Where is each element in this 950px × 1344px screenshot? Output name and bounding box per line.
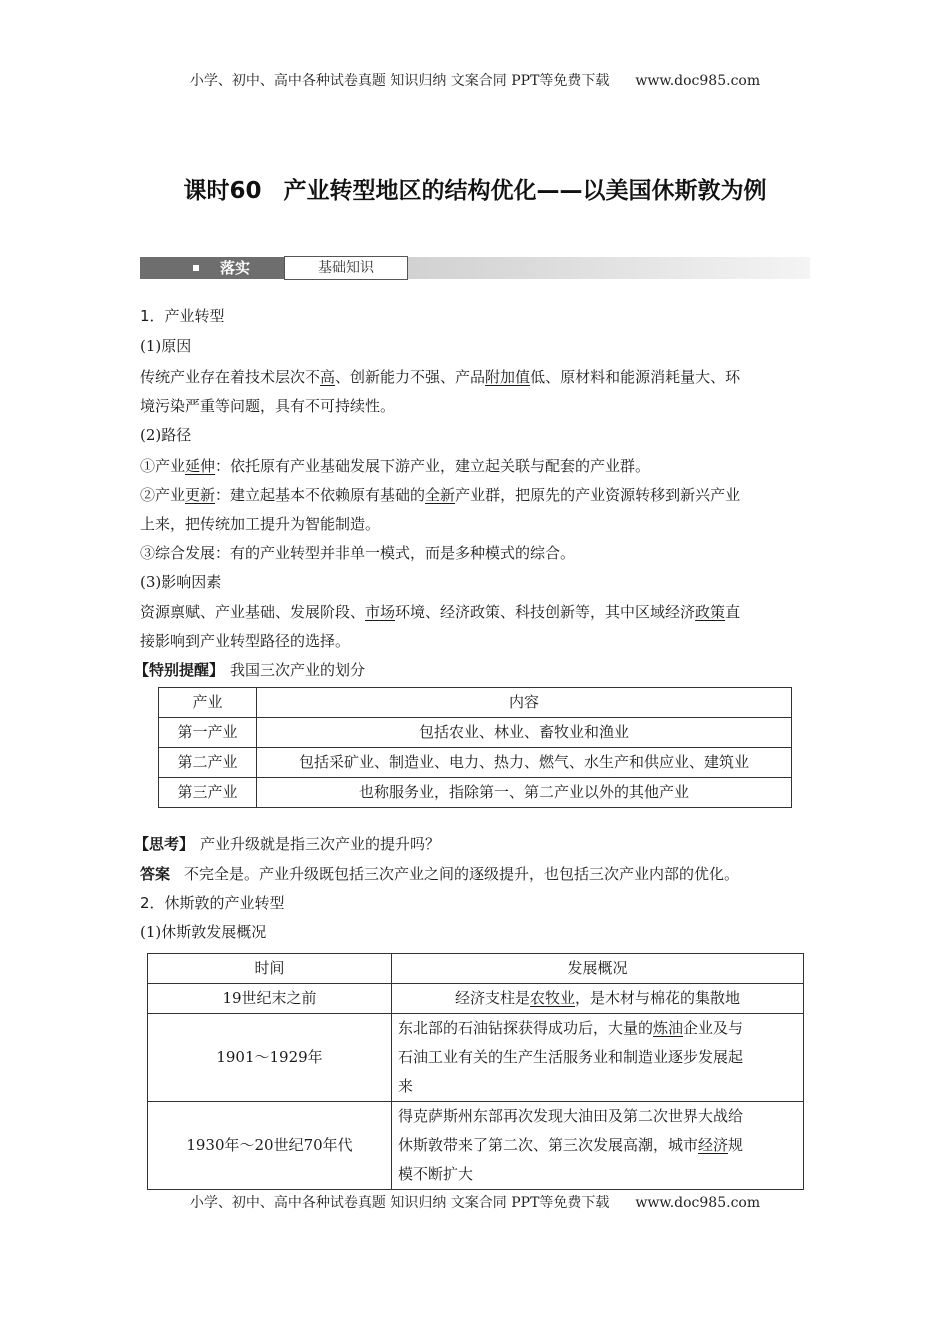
blank-answer: 全新 (425, 486, 456, 504)
path-item-3: ③综合发展：有的产业转型并非单一模式，而是多种模式的综合。 (140, 544, 576, 562)
blank-answer: 高 (320, 368, 336, 386)
reason-line-1: 传统产业存在着技术层次不高、创新能力不强、产品附加值低、原材料和能源消耗量大、环 (140, 368, 741, 386)
think-question (134, 830, 814, 859)
blank-answer: 炼油 (653, 1019, 684, 1037)
square-bullet-icon (193, 265, 199, 271)
think-label: 【思考】 (134, 835, 195, 853)
table-row (159, 718, 792, 748)
table-header-cell: 产业 (159, 688, 257, 718)
banner-label: 落实 (220, 259, 251, 277)
table-row (148, 1102, 804, 1190)
houston-subheading: (1)休斯敦发展概况 (140, 923, 267, 941)
table-cell: 第三产业 (159, 778, 257, 808)
section-heading-2: 2．休斯敦的产业转型 (140, 894, 285, 912)
blank-answer: 附加值 (485, 368, 531, 386)
lesson-title: 产业转型地区的结构优化——以美国休斯敦为例 (283, 178, 767, 204)
table-cell: 包括采矿业、制造业、电力、热力、燃气、水生产和供应业、建筑业 (257, 748, 792, 778)
table-header-cell: 内容 (257, 688, 792, 718)
path-item-2: ②产业更新：建立起基本不依赖原有基础的全新产业群，把原先的产业资源转移到新兴产业 (140, 486, 741, 504)
table-header-cell: 发展概况 (392, 954, 804, 984)
table-cell: 东北部的石油钻探获得成功后，大量的炼油企业及与 石油工业有关的生产生活服务业和制造业逐步发展起 来 (392, 1014, 804, 1102)
factor-line-1: 资源禀赋、产业基础、发展阶段、市场环境、经济政策、科技创新等，其中区域经济政策直 (140, 603, 741, 621)
table-cell: 第一产业 (159, 718, 257, 748)
blank-answer: 政策 (695, 603, 726, 621)
table-row (159, 748, 792, 778)
answer-text: 不完全是。产业升级既包括三次产业之间的逐级提升，也包括三次产业内部的优化。 (184, 865, 740, 883)
reminder-text: 我国三次产业的划分 (230, 661, 366, 679)
table-cell: 1901～1929年 (148, 1014, 392, 1102)
banner-dark-block (140, 257, 284, 279)
section-banner (140, 255, 810, 283)
reminder-heading (134, 656, 814, 685)
path-item-1: ①产业延伸：依托原有产业基础发展下游产业，建立起关联与配套的产业群。 (140, 457, 651, 475)
header-url[interactable]: www.doc985.com (635, 73, 761, 89)
table-header-row (159, 688, 792, 718)
page-footer (0, 1192, 950, 1212)
blank-answer: 农牧业 (529, 989, 575, 1007)
factor-line-2: 接影响到产业转型路径的选择。 (140, 632, 351, 650)
table-header-row (148, 954, 804, 984)
blank-answer: 市场 (365, 603, 396, 621)
table-cell: 19世纪末之前 (148, 984, 392, 1014)
table-cell: 也称服务业，指除第一、第二产业以外的其他产业 (257, 778, 792, 808)
header-text: 小学、初中、高中各种试卷真题 知识归纳 文案合同 PPT等免费下载 (189, 73, 610, 89)
section-heading-1: 1．产业转型 (140, 307, 225, 325)
think-question-text: 产业升级就是指三次产业的提升吗？ (200, 835, 441, 853)
table-header-cell: 时间 (148, 954, 392, 984)
footer-url[interactable]: www.doc985.com (635, 1195, 761, 1211)
reason-heading: (1)原因 (140, 337, 192, 355)
table-cell: 1930年～20世纪70年代 (148, 1102, 392, 1190)
houston-table (147, 953, 804, 1190)
reminder-label: 【特别提醒】 (134, 661, 225, 679)
think-answer (140, 860, 820, 889)
industry-table (158, 687, 792, 808)
table-cell: 得克萨斯州东部再次发现大油田及第二次世界大战给 休斯敦带来了第二次、第三次发展高潮，城市经济规 模不断扩大 (392, 1102, 804, 1190)
path-item-2-cont: 上来，把传统加工提升为智能制造。 (140, 515, 381, 533)
factor-heading: (3)影响因素 (140, 573, 222, 591)
blank-answer: 更新 (185, 486, 216, 504)
page-header (0, 70, 950, 90)
lesson-number: 课时60 (183, 178, 262, 204)
table-cell: 包括农业、林业、畜牧业和渔业 (257, 718, 792, 748)
table-row (159, 778, 792, 808)
answer-label: 答案 (140, 865, 171, 883)
table-row (148, 984, 804, 1014)
table-row (148, 1014, 804, 1102)
blank-answer: 经济 (698, 1136, 729, 1154)
path-heading: (2)路径 (140, 426, 192, 444)
footer-text: 小学、初中、高中各种试卷真题 知识归纳 文案合同 PPT等免费下载 (189, 1195, 610, 1211)
table-cell: 第二产业 (159, 748, 257, 778)
page-title (0, 172, 950, 205)
banner-box: 基础知识 (284, 256, 408, 280)
blank-answer: 延伸 (185, 457, 216, 475)
table-cell: 经济支柱是农牧业，是木材与棉花的集散地 (392, 984, 804, 1014)
reason-line-2: 境污染严重等问题，具有不可持续性。 (140, 397, 396, 415)
